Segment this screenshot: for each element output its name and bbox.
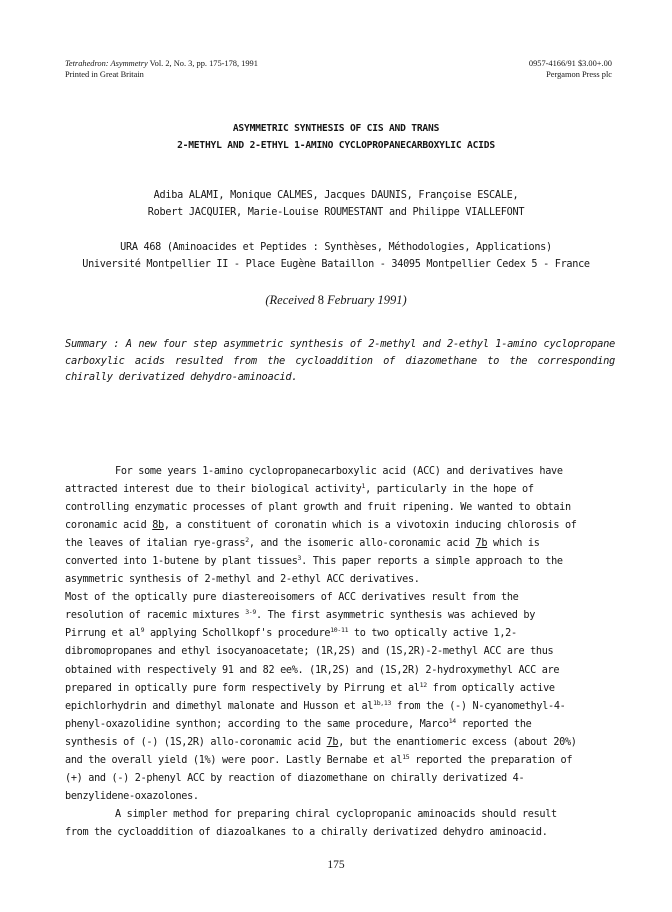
authors-line-2: Robert JACQUIER, Marie-Louise ROUMESTANT and Philippe VIALLEFONT — [147, 207, 525, 218]
body-line: controlling enzymatic processes of plant growth and fruit ripening. We wanted to obtain — [65, 502, 571, 514]
compound-ref: 7b — [326, 736, 339, 748]
reference-mark: 3 — [297, 554, 302, 563]
body-line: and the overall yield (1%) were poor. Lastly Bernabe et $al^{15}$ reported the preparation of — [65, 752, 573, 766]
body-line: dibromopropanes and ethyl isocyanoacetate; (1R,2S) and (1S,2R)-2-methyl ACC are thus — [65, 646, 554, 658]
body-line: benzylidene-oxazolones. — [65, 790, 199, 802]
reference-mark: 14 — [448, 716, 456, 725]
body-line: (+) and (-) 2-phenyl ACC by reaction of diazomethane on chirally derivatized 4- — [65, 772, 525, 784]
printed-in: Printed in Great Britain — [65, 70, 144, 79]
publisher-info — [468, 58, 612, 80]
body-line: epichlorhydrin and dimethyl malonate and Husson et $al^{1b,13}$ from the (-) N-cyanomethyl-4- — [65, 698, 566, 712]
body-line: Pirrung et $al^9$ applying Schollkopf's procedure$^{10-11}$ to two optically active 1,2- — [65, 626, 517, 640]
body-line: attracted interest due to their biological activity$^1$, particularly in the hope of — [65, 482, 534, 496]
compound-ref: 8b — [152, 520, 164, 532]
compound-ref: 7b — [475, 538, 488, 550]
body-line: For some years 1-amino cyclopropanecarboxylic acid (ACC) and derivatives have — [115, 466, 563, 477]
body-line: asymmetric synthesis of 2-methyl and 2-ethyl ACC derivatives. — [65, 574, 420, 586]
body-line: phenyl-oxazolidine synthon; according to the same procedure, Marco$^{14}$ reported the — [65, 716, 532, 730]
issn: 0957-4166/91 $3.00+.00 — [528, 59, 612, 68]
reference-mark: 12 — [419, 680, 427, 689]
reference-mark: 2 — [245, 536, 249, 545]
volume-info: Vol. 2, No. 3, pp. 175-178, 1991 — [147, 59, 258, 68]
body-line: coronamic acid 8b, a constituent of coronatin which is a vivotoxin inducing chlorosis of — [65, 520, 577, 532]
body-line: converted into 1-butene by plant tissues$^3$. This paper reports a simple approach to the — [65, 554, 563, 568]
body-text — [65, 463, 617, 842]
journal-citation — [65, 58, 258, 80]
reference-mark: 1b,13 — [373, 698, 392, 707]
summary-text: Summary : A new four step asymmetric synthesis of 2-methyl and 2-ethyl 1-amino cyclopropane carboxylic acids resulted from the cycloaddition of diazomethane to the corresponding chirally derivatized dehydro-aminoacid. — [65, 338, 615, 383]
affiliation-line-2: Université Montpellier II - Place Eugène Bataillon - 34095 Montpellier Cedex 5 - France — [82, 259, 590, 270]
body-line: the leaves of italian rye-grass$^2$, and the isomeric allo-coronamic acid 7b which is — [65, 536, 540, 550]
body-line: resolution of racemic mixtures $^{3-9}$. The first asymmetric synthesis was achieved by — [65, 608, 536, 622]
body-line: from the cycloaddition of diazoalkanes to a chirally derivatized dehydro aminoacid. — [65, 826, 548, 838]
reference-mark: 1 — [361, 482, 366, 491]
affiliation-line-1: URA 468 (Aminoacides et Peptides : Synthèses, Méthodologies, Applications) — [120, 242, 552, 253]
body-line: synthesis of (-) (1S,2R) allo-coronamic acid 7b, but the enantiomeric excess (about 20%) — [65, 736, 577, 748]
article-title-line-1: ASYMMETRIC SYNTHESIS OF CIS AND TRANS — [232, 123, 440, 134]
publisher: Pergamon Press plc — [546, 70, 612, 79]
reference-mark: 15 — [402, 752, 410, 761]
body-line: obtained with respectively 91 and 82 ee%. (1R,2S) and (1S,2R) 2-hydroxymethyl ACC are — [65, 664, 560, 676]
body-line: prepared in optically pure form respectively by Pirrung et $al^{12}$ from optically active — [65, 680, 555, 694]
article-title-line-2: 2-METHYL AND 2-ETHYL 1-AMINO CYCLOPROPANECARBOXYLIC ACIDS — [177, 140, 495, 151]
reference-mark: 3-9 — [245, 608, 256, 617]
body-line: Most of the optically pure diastereoisomers of ACC derivatives result from the — [65, 592, 519, 604]
page-number: 175 — [327, 859, 345, 871]
received-date: (Received 8 February 1991) — [265, 293, 407, 307]
body-line: A simpler method for preparing chiral cyclopropanic aminoacids should result — [115, 808, 557, 820]
authors-line-1: Adiba ALAMI, Monique CALMES, Jacques DAUNIS, Françoise ESCALE, — [153, 190, 519, 201]
summary — [65, 336, 615, 386]
received-day: 8 — [317, 293, 324, 307]
reference-mark: 10-11 — [330, 626, 349, 635]
reference-mark: 9 — [140, 626, 145, 635]
journal-name: Tetrahedron: Asymmetry — [65, 59, 148, 68]
